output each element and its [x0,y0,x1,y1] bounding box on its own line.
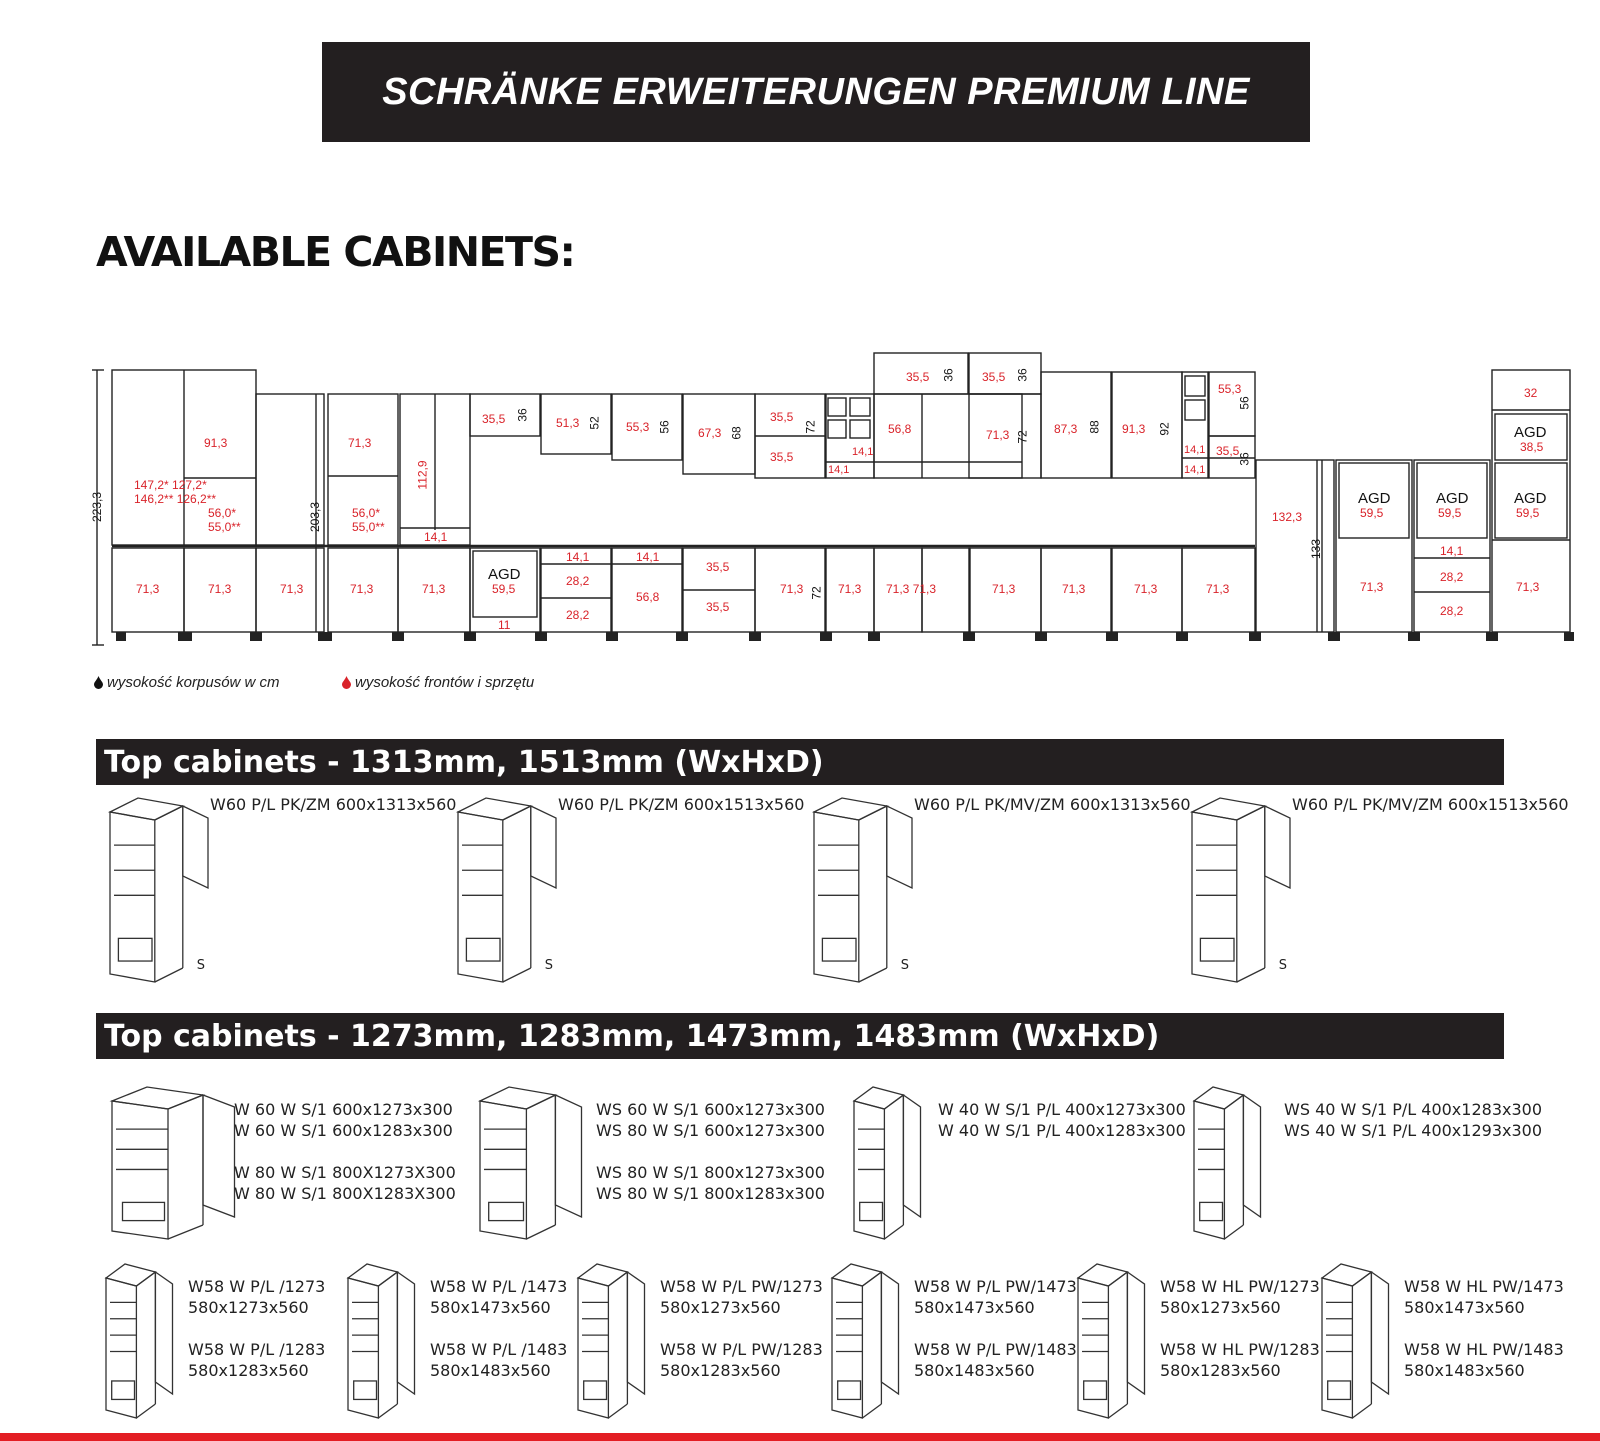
wall-dim-6: 72 [1015,430,1030,444]
product-label: W 40 W S/1 P/L 400x1283x300 [938,1121,1186,1140]
product-label: W58 W P/L PW/1273 [660,1277,823,1296]
product-label: W58 W HL PW/1283 [1160,1340,1320,1359]
dim-tall: 133 [1309,538,1324,560]
base-3: 71,3 [280,582,304,596]
product-label: 580x1283x560 [660,1361,781,1380]
wall-3: 55,3 [626,420,650,434]
product-label: W 60 W S/1 600x1283x300 [234,1121,453,1140]
legend-black-text: wysokość korpusów w cm [107,674,280,691]
variant-mark: S [544,958,554,973]
product-label: W58 W HL PW/1473 [1404,1277,1564,1296]
legend-red [342,674,534,691]
top-box-3: 35,5 [982,370,1006,384]
drawer-a-1: 14,1 [566,550,590,564]
wall-2: 51,3 [556,416,580,430]
product-label: W60 P/L PK/MV/ZM 600x1313x560 [914,795,1191,814]
base-4: 71,3 [350,582,374,596]
legend-black [94,674,280,691]
drawer-b-2: 56,8 [636,590,660,604]
product-label: W 80 W S/1 800X1273X300 [234,1163,456,1182]
right-lower-2: 14,1 [1440,544,1464,558]
label-tall-mid-a: 147,2* 127,2* [134,478,207,492]
base-12: 71,3 [1206,582,1230,596]
label-tall2-low-a: 56,0* [352,506,381,520]
section-1-title: Top cabinets - 1313mm, 1513mm (WxHxD) [104,744,824,780]
footer-red-line [0,1433,1600,1441]
dim-base: 72 [809,586,824,600]
drawer-c-2: 35,5 [706,600,730,614]
product-label: 580x1283x560 [1160,1361,1281,1380]
product-label: WS 80 W S/1 600x1273x300 [596,1121,825,1140]
wall-small-2: 14,1 [852,446,874,458]
product-label: WS 40 W S/1 P/L 400x1293x300 [1284,1121,1542,1140]
product-label: W 60 W S/1 600x1273x300 [234,1100,453,1119]
page-heading: AVAILABLE CABINETS: [96,228,575,276]
base-11: 71,3 [1134,582,1158,596]
cabinet-drawing [100,1260,192,1422]
base-10: 71,3 [1062,582,1086,596]
wall-10: 91,3 [1122,422,1146,436]
base-8: 71,3 71,3 [886,582,937,596]
product-label: W60 P/L PK/MV/ZM 600x1513x560 [1292,795,1569,814]
wall-9: 87,3 [1054,422,1078,436]
product-label: WS 60 W S/1 600x1273x300 [596,1100,825,1119]
variant-mark: S [900,958,910,973]
wall-dim-2: 52 [587,416,602,430]
top-box-4: 36 [1015,368,1030,382]
cabinet-drawing [572,1260,664,1422]
wall-11: 55,3 [1218,382,1242,396]
wall-small-4: 14,1 [1184,464,1206,476]
right-lower-3: 28,2 [1440,570,1464,584]
product-label: W58 W P/L /1483 [430,1340,568,1359]
base-2: 71,3 [208,582,232,596]
product-label: WS 80 W S/1 800x1273x300 [596,1163,825,1182]
product-label: 580x1283x560 [188,1361,309,1380]
label-tall-low-a: 56,0* [208,506,237,520]
wall-dim-9: 56 [1237,396,1252,410]
base-9: 71,3 [992,582,1016,596]
right-agd-2: AGD [1436,490,1469,507]
product-label: 580x1273x560 [188,1298,309,1317]
label-tall2-upper: 71,3 [348,436,372,450]
product-label: 580x1483x560 [430,1361,551,1380]
product-label: W58 W HL PW/1273 [1160,1277,1320,1296]
product-label: WS 80 W S/1 800x1283x300 [596,1184,825,1203]
wall-5: 35,5 [770,410,794,424]
wall-8: 71,3 [986,428,1010,442]
product-label: W58 W P/L PW/1283 [660,1340,823,1359]
red-drop-icon [342,676,351,689]
product-label: W 40 W S/1 P/L 400x1273x300 [938,1100,1186,1119]
wall-dim-10: 36 [1237,452,1252,466]
label-tall-mid-b: 146,2** 126,2** [134,492,217,506]
product-label: W58 W HL PW/1483 [1404,1340,1564,1359]
product-label: 580x1473x560 [1404,1298,1525,1317]
product-label: W 80 W S/1 800X1283X300 [234,1184,456,1203]
right-agd-val-2: 59,5 [1438,506,1462,520]
label-tall-low-b: 55,0** [208,520,241,534]
black-drop-icon [94,676,103,689]
wall-small-3: 14,1 [1184,444,1206,456]
cabinet-drawing [1072,1260,1164,1422]
right-lower-5: 71,3 [1516,580,1540,594]
wall-dim-7: 88 [1087,420,1102,434]
base-1: 71,3 [136,582,160,596]
wall-7: 56,8 [888,422,912,436]
product-label: W58 W P/L PW/1473 [914,1277,1077,1296]
wall-dim-8: 92 [1157,422,1172,436]
right-top-agd: AGD [1514,424,1547,441]
top-box-1: 35,5 [906,370,930,384]
right-agd-1: AGD [1358,490,1391,507]
right-tall-value: 132,3 [1272,510,1303,524]
product-label: 580x1273x560 [1160,1298,1281,1317]
dim-left: 223,3 [90,491,105,523]
base-5: 71,3 [422,582,446,596]
product-label: W58 W P/L PW/1483 [914,1340,1077,1359]
wall-dim-4: 68 [729,426,744,440]
product-label: 580x1473x560 [430,1298,551,1317]
agd-label: AGD [488,566,521,583]
base-6: 71,3 [780,582,804,596]
right-lower-4: 28,2 [1440,604,1464,618]
top-box-2: 36 [941,368,956,382]
wall-dim-1: 36 [515,408,530,422]
product-label: W60 P/L PK/ZM 600x1513x560 [558,795,805,814]
wall-1: 35,5 [482,412,506,426]
product-label: 580x1273x560 [660,1298,781,1317]
right-agd-val-3: 59,5 [1516,506,1540,520]
elevation-labels [0,350,1600,670]
cabinet-drawing [452,794,592,986]
product-label: W58 W P/L /1283 [188,1340,326,1359]
cabinet-drawing [808,794,948,986]
label-narrow-bottom: 14,1 [424,530,448,544]
cabinet-drawing [826,1260,918,1422]
right-top-385: 38,5 [1520,440,1544,454]
product-label: 580x1483x560 [914,1361,1035,1380]
cabinet-drawing [1186,794,1326,986]
section-bar-2 [96,1013,1504,1059]
wall-4: 67,3 [698,426,722,440]
right-lower-1: 71,3 [1360,580,1384,594]
agd-value: 59,5 [492,582,516,596]
drawer-a-3: 28,2 [566,608,590,622]
label-narrow-tall: 112,9 [415,460,430,490]
base-7: 71,3 [838,582,862,596]
variant-mark: S [1278,958,1288,973]
label-tall-upper: 91,3 [204,436,228,450]
drawer-a-2: 28,2 [566,574,590,588]
section-bar-1 [96,739,1504,785]
wall-12: 35,5 [1216,444,1240,458]
wall-small-1: 14,1 [828,464,850,476]
right-agd-3: AGD [1514,490,1547,507]
product-label: 580x1473x560 [914,1298,1035,1317]
drawer-c-1: 35,5 [706,560,730,574]
title-banner [322,42,1310,142]
product-label: WS 40 W S/1 P/L 400x1283x300 [1284,1100,1542,1119]
cabinet-drawing [104,794,244,986]
product-label: W60 P/L PK/ZM 600x1313x560 [210,795,457,814]
cabinet-drawing [342,1260,434,1422]
section-2-title: Top cabinets - 1273mm, 1283mm, 1473mm, 1483mm (WxHxD) [104,1018,1160,1054]
wall-dim-5: 72 [803,420,818,434]
legend-red-text: wysokość frontów i sprzętu [355,674,535,691]
right-top-32: 32 [1524,386,1538,400]
wall-6: 35,5 [770,450,794,464]
drawer-b-1: 14,1 [636,550,660,564]
banner-title: SCHRÄNKE ERWEITERUNGEN PREMIUM LINE [382,70,1250,113]
product-label: W58 W P/L /1273 [188,1277,326,1296]
dim-second: 203,3 [308,501,323,533]
right-agd-val-1: 59,5 [1360,506,1384,520]
cabinet-drawing [1316,1260,1408,1422]
variant-mark: S [196,958,206,973]
product-label: W58 W P/L /1473 [430,1277,568,1296]
agd-bottom: 11 [498,618,511,632]
product-label: 580x1483x560 [1404,1361,1525,1380]
wall-dim-3: 56 [657,420,672,434]
label-tall2-low-b: 55,0** [352,520,385,534]
